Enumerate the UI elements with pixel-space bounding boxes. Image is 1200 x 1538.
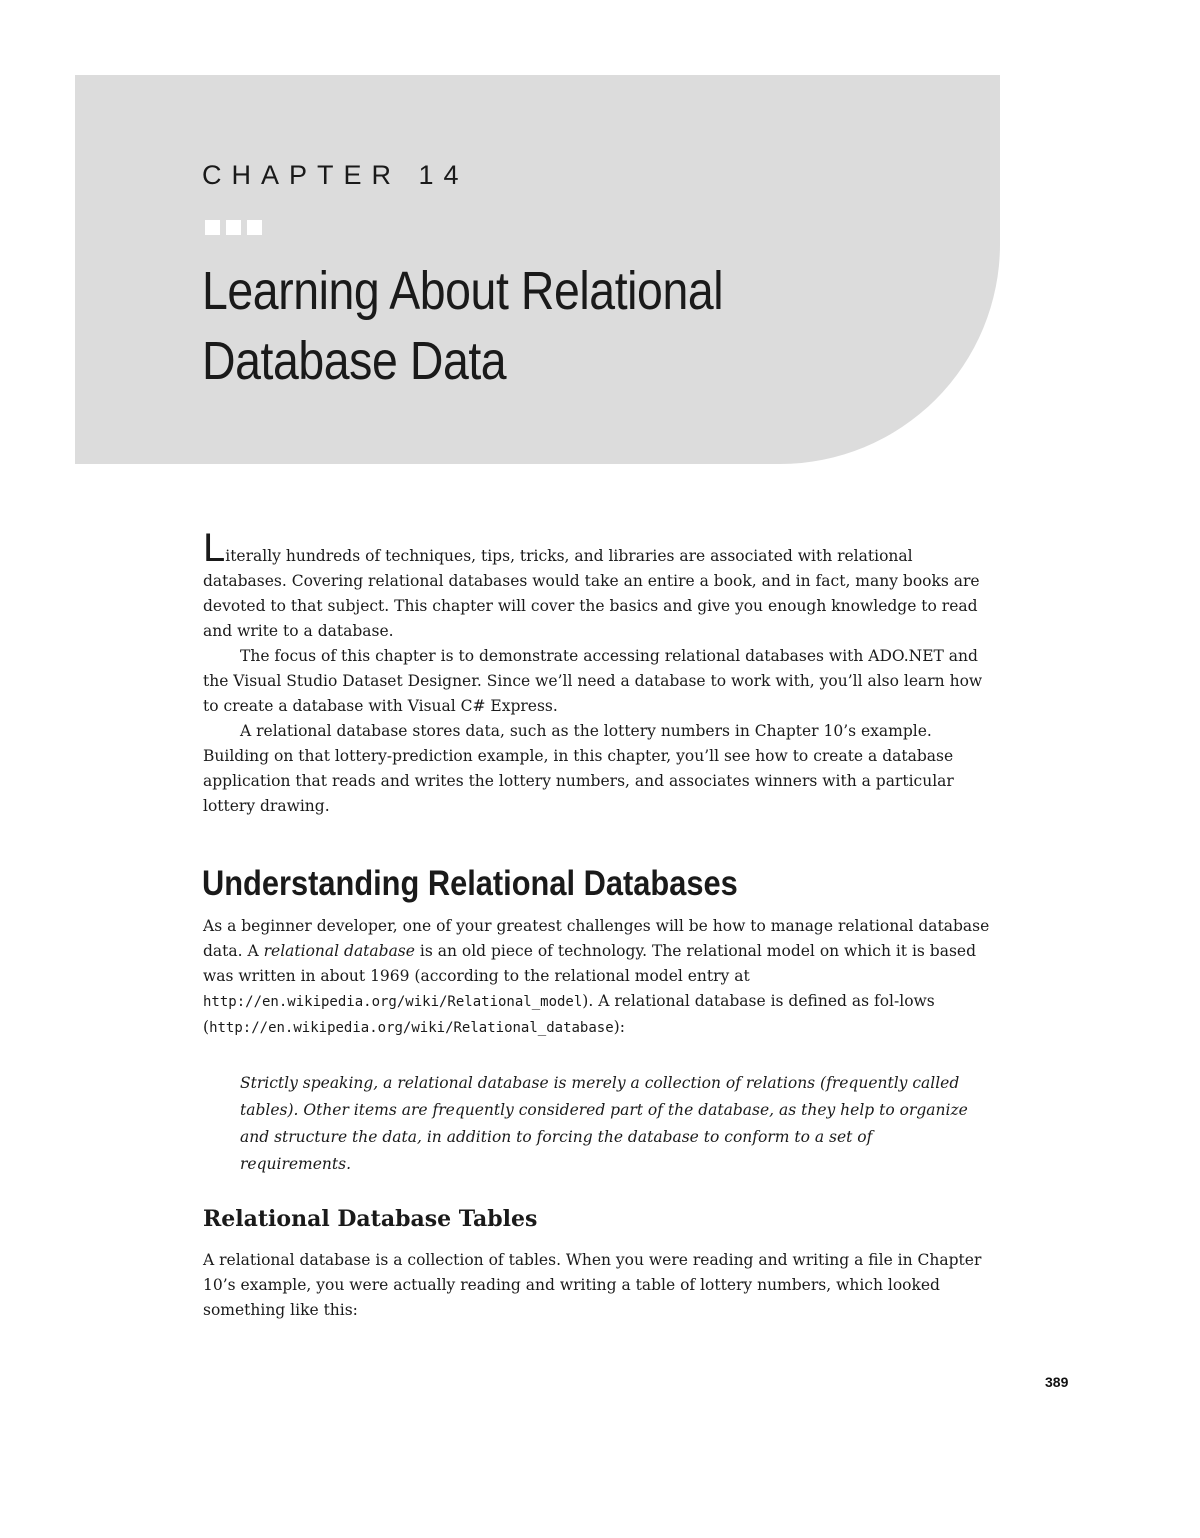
ornament-square	[205, 220, 220, 235]
intro-paragraph-1	[203, 526, 993, 644]
text-run: ). A relational database is defined as fol-lows (	[203, 992, 935, 1036]
intro-paragraph-1-text: iterally hundreds of techniques, tips, tricks, and libraries are associated with relational databases. Covering relational databases would take an entire a book, and in fact, many books are devoted to that subject. This chapter will cover the basics and give you enough knowledge to read and write to a database.	[203, 547, 980, 640]
section-heading-understanding: Understanding Relational Databases	[202, 864, 738, 903]
text-run: As a beginner developer, one of your greatest challenges will be how to manage relational database data. A	[203, 917, 990, 960]
page-number: 389	[1045, 1374, 1069, 1390]
chapter-ornament	[205, 220, 262, 235]
text-run: is an old piece of technology. The relational model on which it is based was written in about 1969 (according to the relational model entry at	[203, 942, 977, 985]
ornament-square	[247, 220, 262, 235]
text-run: ):	[613, 1018, 625, 1036]
url-relational-model[interactable]: http://en.wikipedia.org/wiki/Relational_model	[203, 994, 583, 1010]
chapter-title-line-2: Database Data	[202, 331, 507, 391]
intro-paragraph-3: A relational database stores data, such as the lottery numbers in Chapter 10’s example. Building on that lottery-prediction example, in this chapter, you’ll see how to create a database application that reads and writes the lottery numbers, and associates winners with a particular lottery drawing.	[203, 722, 954, 815]
chapter-label: CHAPTER 14	[202, 160, 469, 190]
block-quote: Strictly speaking, a relational database is merely a collection of relations (frequently called tables). Other items are frequently considered part of the database, as they help to organize and structure the data, in addition to forcing the database to conform to a set of requirements.	[240, 1074, 968, 1173]
section-heading-tables: Relational Database Tables	[203, 1206, 538, 1232]
section1-text	[203, 914, 993, 1041]
drop-cap: L	[203, 526, 226, 570]
intro-text	[203, 526, 993, 819]
intro-paragraph-2: The focus of this chapter is to demonstrate accessing relational databases with ADO.NET and the Visual Studio Dataset Designer. Since we’ll need a database to work with, you’ll also learn how to create a database with Visual C# Express.	[203, 647, 983, 715]
section1-paragraph	[203, 914, 993, 1041]
ornament-square	[226, 220, 241, 235]
chapter-title	[202, 256, 723, 396]
url-relational-database[interactable]: http://en.wikipedia.org/wiki/Relational_database	[209, 1020, 614, 1036]
section2-paragraph: A relational database is a collection of tables. When you were reading and writing a file in Chapter 10’s example, you were actually reading and writing a table of lottery numbers, which looked something like this:	[203, 1251, 982, 1319]
chapter-title-line-1: Learning About Relational	[202, 261, 724, 321]
section2-text	[203, 1248, 993, 1323]
term-relational-database: relational database	[263, 942, 415, 960]
